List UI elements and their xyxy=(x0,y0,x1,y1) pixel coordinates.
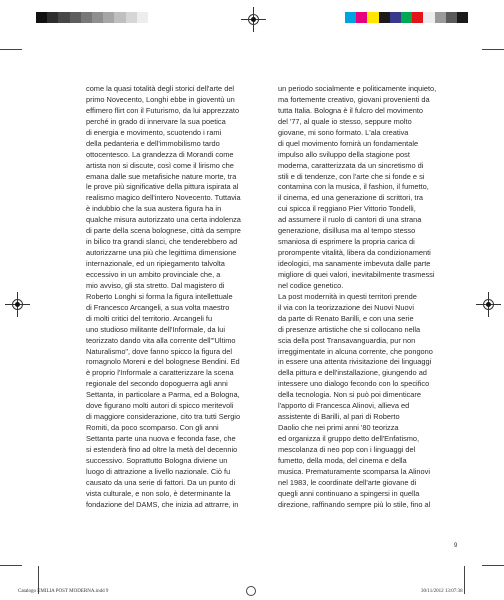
calibration-swatch xyxy=(103,12,114,23)
text-line: generazione, disillusa ma al tempo stesso xyxy=(278,226,416,236)
page-number: 9 xyxy=(454,543,458,549)
footer-registration-circle xyxy=(246,586,256,596)
calibration-swatch xyxy=(36,12,47,23)
text-line: direzione, raffinando sempre più lo stile, fino al xyxy=(278,499,431,509)
text-line: assistente di Barilli, al pari di Roberto xyxy=(278,412,400,422)
crop-mark xyxy=(464,566,465,594)
calibration-swatch xyxy=(390,12,401,23)
text-line: ideologici, ma sanamente imbevuta dalle parte xyxy=(278,259,431,268)
text-line: La post modernità in questi territori prende xyxy=(278,291,417,301)
calibration-swatch xyxy=(47,12,58,23)
text-line: eccessivo in un ambito provinciale che, a xyxy=(86,269,221,279)
slug-timestamp: 30/11/2012 13:07:38 xyxy=(421,589,463,594)
text-line: tutta Italia. Bologna è il fulcro del movimento xyxy=(278,105,424,115)
registration-mark-left xyxy=(10,297,25,312)
calibration-swatch xyxy=(356,12,367,23)
text-line: Roberto Longhi si forma la figura intellettuale xyxy=(86,291,233,301)
text-line: di maggiore considerazione, cito tra tutti Sergio xyxy=(86,412,241,422)
text-line: nel codice genetico. xyxy=(278,280,344,290)
text-line: primo Novecento, Longhi ebbe in gioventù un xyxy=(86,94,235,104)
text-line: Naturalismo", dove fanno spicco la figura del xyxy=(86,346,232,356)
text-line: come la quasi totalità degli storici dell'arte del xyxy=(86,84,235,93)
text-line: migliore di quei valori, inevitabilmente trasmessi xyxy=(278,269,435,279)
text-line: di quel movimento fornirà un fondamentale xyxy=(278,138,419,148)
text-line: prorompente vitalità, libera da condizionamenti xyxy=(278,248,431,258)
text-line: artista non si discute, così come il lirismo che xyxy=(86,160,234,170)
calibration-swatch xyxy=(58,12,69,23)
text-line: ad assumere il ruolo di cantori di una strana xyxy=(278,215,422,225)
text-line: giovane, mi sono formato. L'ala creativa xyxy=(278,127,409,137)
text-line: mio avviso, gli sta stretto. Dal magistero di xyxy=(86,280,225,290)
text-line: teorizzato dando vita alla corrente dell'"Ultimo xyxy=(86,335,236,345)
text-line: successivo. Soprattutto Bologna diviene un xyxy=(86,455,228,465)
text-line: smaniosa di esprimere la propria carica di xyxy=(278,237,415,247)
text-line: autorizzarne una più che legittima dimensione xyxy=(86,248,237,258)
text-line: intessere uno dialogo fecondo con lo specifico xyxy=(278,379,430,389)
body-text-column-right xyxy=(278,84,448,511)
crop-mark xyxy=(0,565,22,566)
text-line: realismo magico dell'intero Novecento. Tuttavia xyxy=(86,193,241,203)
text-line: regionale del secondo dopoguerra agli anni xyxy=(86,379,228,389)
text-line: qualche misura autorizzato una certa indolenza xyxy=(86,215,241,225)
calibration-swatch xyxy=(126,12,137,23)
text-line: Settanta, in particolare a Parma, ed a Bologna, xyxy=(86,390,240,400)
text-line: Romiti, da poco scomparso. Con gli anni xyxy=(86,423,219,433)
text-line: il via con la teorizzazione dei Nuovi Nuovi xyxy=(278,302,414,312)
text-line: della pedanteria e dell'immobilismo tardo xyxy=(86,138,220,148)
text-line: moderna, caratterizzata da un sincretismo di xyxy=(278,160,424,170)
text-line: della pittura e dell'installazione, giungendo ad xyxy=(278,368,427,378)
text-line: Daolio che nei primi anni '80 teorizza xyxy=(278,423,399,433)
text-line: contamina con la musica, il fashion, il fumetto, xyxy=(278,182,429,192)
text-line: le prove più significative della pittura ispirata al xyxy=(86,182,239,192)
text-line: internazionale, ed un ripiegamento talvolta xyxy=(86,259,225,268)
calibration-swatch xyxy=(81,12,92,23)
text-line: della tecnologia. Non si può poi dimenticare xyxy=(278,390,421,400)
body-text-column-left xyxy=(86,84,256,511)
text-line: l'apporto di Francesca Alinovi, allieva ed xyxy=(278,401,410,411)
text-line: ottocentesco. La grandezza di Morandi come xyxy=(86,149,234,159)
text-line: fondazione del DAMS, che inizia ad attrarre, in xyxy=(86,499,239,509)
text-line: di energia e movimento, scuotendo i rami xyxy=(86,127,222,137)
text-line: emana dalle sue metafisiche nature morte, tra xyxy=(86,171,237,181)
text-line: romagnolo Moreni e del bolognese Bendini. Ed xyxy=(86,357,240,367)
text-line: di molti critici del territorio. Arcangeli fu xyxy=(86,313,213,323)
crop-mark xyxy=(482,49,504,50)
text-line: uno studioso militante dell'Informale, da lui xyxy=(86,324,226,334)
text-line: di Francesco Arcangeli, a sua volta maestro xyxy=(86,302,230,312)
calibration-swatch xyxy=(412,12,423,23)
calibration-swatch xyxy=(379,12,390,23)
calibration-swatch xyxy=(435,12,446,23)
calibration-swatch xyxy=(114,12,125,23)
calibration-swatch xyxy=(367,12,378,23)
text-line: causato da una serie di fattori. Da un punto di xyxy=(86,477,236,487)
text-line: luogo di attrazione a livello nazionale. Ciò fu xyxy=(86,466,231,476)
text-line: vista culturale, e non solo, è determinante la xyxy=(86,488,231,498)
text-line: quegli anni continuano a spingersi in quella xyxy=(278,488,420,498)
text-line: di parte della scena bolognese, città da sempre xyxy=(86,226,241,236)
text-line: stili e di tendenze, con l'arte che si fonde e si xyxy=(278,171,425,181)
text-line: impulso allo sviluppo della stagione post xyxy=(278,149,410,159)
text-line: dove figurano molti autori di spicco meritevoli xyxy=(86,401,234,411)
registration-mark-top xyxy=(246,12,261,27)
text-line: mescolanza di neo pop con i linguaggi del xyxy=(278,444,416,454)
calibration-swatch xyxy=(423,12,434,23)
text-line: è proprio l'Informale a caratterizzare la scena xyxy=(86,368,234,378)
text-line: il cinema, ed una generazione di scrittori, tra xyxy=(278,193,424,203)
text-line: del '77, al quale io stesso, seppure molto xyxy=(278,116,412,126)
text-line: irreggimentate in alcuna corrente, che pongono xyxy=(278,346,433,356)
text-line: si estenderà fino ad oltre la metà del decennio xyxy=(86,444,238,454)
calibration-swatch xyxy=(446,12,457,23)
text-line: in essere una attenta rivisitazione dei linguaggi xyxy=(278,357,432,367)
text-line: ed organizza il gruppo detto dell'Enfatismo, xyxy=(278,434,420,443)
text-line: un periodo socialmente e politicamente inquieto, xyxy=(278,84,437,93)
text-line: è indubbio che la sua austera figura ha in xyxy=(86,204,222,214)
registration-mark-right xyxy=(481,297,496,312)
calibration-swatch xyxy=(401,12,412,23)
crop-mark xyxy=(482,565,504,566)
text-line: perché in grado di innervare la sua poetica xyxy=(86,116,226,126)
text-line: in bilico tra grandi slanci, che tenderebbero ad xyxy=(86,237,238,247)
text-line: ma fortemente creativo, giovani provenienti da xyxy=(278,94,430,104)
text-line: da parte di Renato Barilli, e con una serie xyxy=(278,313,414,323)
text-line: cui spicca il reggiano Pier Vittorio Tondelli, xyxy=(278,204,416,214)
grayscale-calibration-bar xyxy=(36,12,148,23)
text-line: musica. Prematuramente scomparsa la Alinovi xyxy=(278,466,430,476)
text-line: Settanta parte una nuova e feconda fase, che xyxy=(86,434,236,443)
slug-file-name: Catalogo EMILIA POST MODERNA.indd 9 xyxy=(18,589,109,594)
text-line: fumetto, della moda, del cinema e della xyxy=(278,455,407,465)
text-line: scia della post Transavanguardia, pur non xyxy=(278,335,416,345)
color-calibration-bar xyxy=(345,12,468,23)
text-line: effimero flirt con il Futurismo, da lui apprezzato xyxy=(86,105,240,115)
calibration-swatch xyxy=(345,12,356,23)
calibration-swatch xyxy=(70,12,81,23)
text-line: di presenze artistiche che si collocano nella xyxy=(278,324,421,334)
text-line: nel 1983, le coordinate dell'arte giovane di xyxy=(278,477,417,487)
calibration-swatch xyxy=(457,12,468,23)
calibration-swatch xyxy=(92,12,103,23)
crop-mark xyxy=(0,49,22,50)
calibration-swatch xyxy=(137,12,148,23)
